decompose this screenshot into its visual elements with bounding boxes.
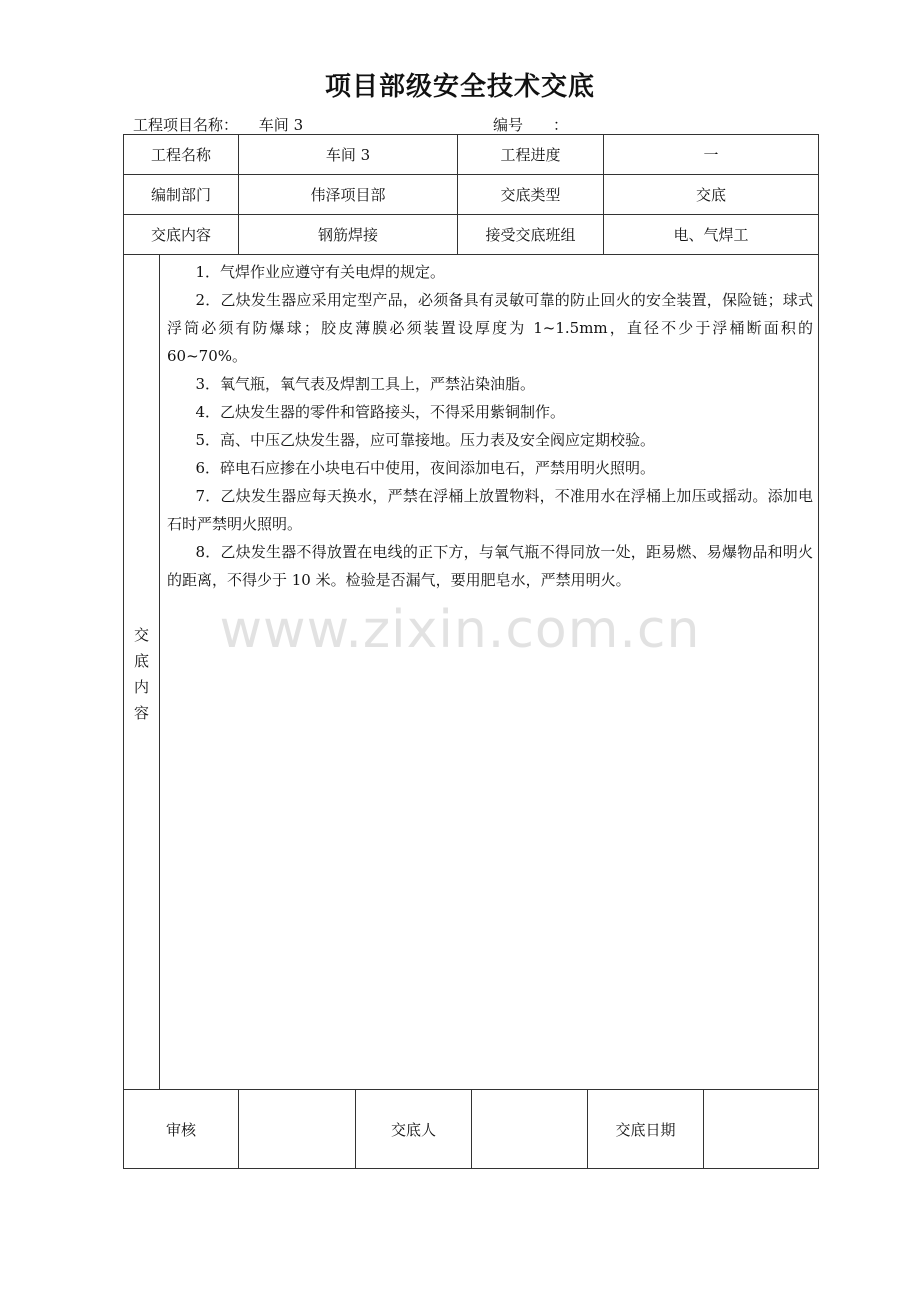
project-name-value: 车间 3 — [258, 116, 304, 134]
department-cell-value: 伟泽项目部 — [310, 186, 386, 204]
team-cell-label: 接受交底班组 — [485, 226, 576, 244]
handover-type-cell-value: 交底 — [695, 186, 726, 204]
review-label: 审核 — [165, 1120, 196, 1139]
side-label-char: 底 — [133, 652, 149, 670]
project-name-label: 工程项目名称： — [133, 116, 239, 134]
document-number-line — [493, 114, 568, 135]
content-item: 3．氧气瓶，氧气表及焊割工具上，严禁沾染油脂。 — [195, 375, 536, 393]
content-cell-label: 交底内容 — [150, 226, 211, 244]
document-title: 项目部级安全技术交底 — [324, 72, 595, 102]
row-divider — [123, 254, 819, 255]
content-item: 5．高、中压乙炔发生器，应可靠接地。压力表及安全阀应定期校验。 — [195, 431, 656, 449]
content-item: 1．气焊作业应遵守有关电焊的规定。 — [195, 263, 446, 281]
content-item: 2．乙炔发生器应采用定型产品，必须备具有灵敏可靠的防止回火的安全装置，保险链；球式浮筒必须有防爆球；胶皮薄膜必须装置设厚度为 1~1.5mm，直径不少于浮桶断面积的 60~70%。 — [167, 291, 813, 365]
department-cell-label: 编制部门 — [150, 186, 211, 204]
side-label-char: 内 — [133, 678, 149, 696]
document-number-label: 编号 — [493, 116, 524, 134]
document-number-colon: ： — [553, 116, 569, 134]
content-item: 7．乙炔发生器应每天换水，严禁在浮桶上放置物料，不准用水在浮桶上加压或摇动。添加电石时严禁明火照明。 — [167, 487, 813, 533]
project-name-cell-label: 工程名称 — [150, 146, 211, 164]
handover-type-cell-label: 交底类型 — [500, 186, 561, 204]
watermark-text: www.zixin.com.cn — [219, 600, 701, 660]
handover-date-value[interactable] — [704, 1090, 818, 1168]
col-divider — [159, 254, 160, 1089]
project-name-cell-value: 车间 3 — [325, 146, 371, 164]
project-name-line — [133, 114, 303, 135]
content-item: 6．碎电石应掺在小块电石中使用，夜间添加电石，严禁用明火照明。 — [195, 459, 656, 477]
content-body — [167, 258, 813, 594]
handover-date-label: 交底日期 — [615, 1120, 676, 1139]
handover-person-value[interactable] — [472, 1090, 587, 1168]
side-label-char: 容 — [133, 704, 149, 722]
content-item: 4．乙炔发生器的零件和管路接头，不得采用紫铜制作。 — [195, 403, 566, 421]
progress-cell-label: 工程进度 — [500, 146, 561, 164]
content-cell-value: 钢筋焊接 — [317, 226, 378, 244]
review-value[interactable] — [239, 1090, 355, 1168]
content-item: 8．乙炔发生器不得放置在电线的正下方，与氧气瓶不得同放一处，距易燃、易爆物品和明火的距离，不得少于 10 米。检验是否漏气，要用肥皂水，严禁用明火。 — [167, 543, 813, 589]
team-cell-value: 电、气焊工 — [673, 226, 749, 244]
handover-person-label: 交底人 — [390, 1120, 436, 1139]
side-label-char: 交 — [133, 626, 149, 644]
progress-cell-value: 一 — [703, 146, 719, 164]
